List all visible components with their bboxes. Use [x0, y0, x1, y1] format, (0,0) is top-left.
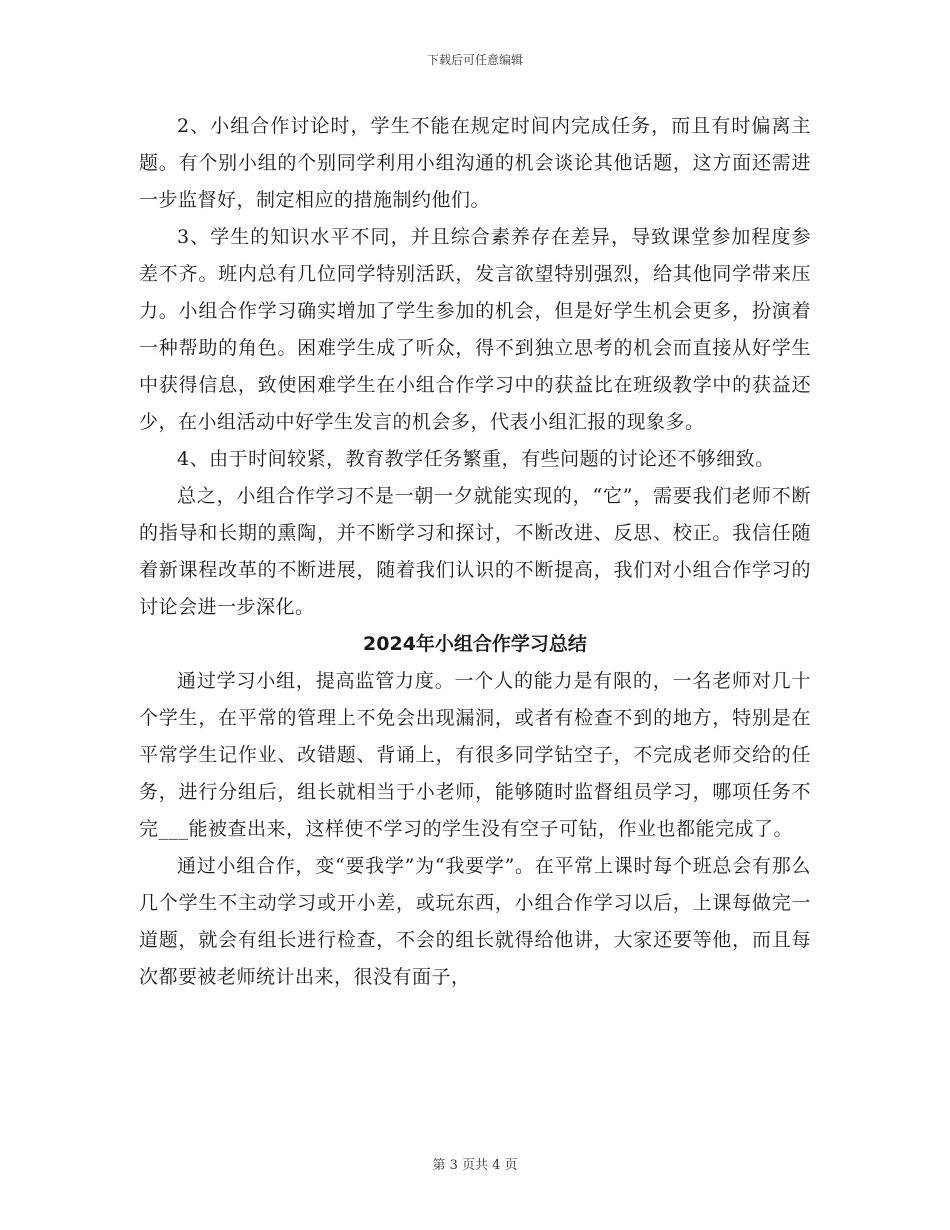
- page-footer: 第 3 页共 4 页: [432, 1158, 518, 1173]
- paragraph-point-2: 2、小组合作讨论时，学生不能在规定时间内完成任务，而且有时偏离主题。有个别小组的个别同学利用小组沟通的机会谈论其他话题，这方面还需进一步监督好，制定相应的措施制约他们。: [139, 115, 811, 211]
- page-header: 下载后可任意编辑: [426, 53, 523, 67]
- paragraph-point-4: 4、由于时间较紧，教育教学任务繁重，有些问题的讨论还不够细致。: [177, 448, 775, 470]
- section-title: 2024年小组合作学习总结: [363, 633, 587, 655]
- paragraph-motivation: 通过小组合作，变“要我学”为“我要学”。在平常上课时每个班总会有那么几个学生不主动学习或开小差，或玩东西，小组合作学习以后，上课每做完一道题，就会有组长进行检查，不会的组长就得给他讲，大家还要等他，而且每次都要被老师统计出来，很没有面子，: [139, 855, 811, 988]
- paragraph-point-3: 3、学生的知识水平不同，并且综合素养存在差异，导致课堂参加程度参差不齐。班内总有几位同学特别活跃，发言欲望特别强烈，给其他同学带来压力。小组合作学习确实增加了学生参加的机会，但是好学生机会更多，扮演着一种帮助的角色。困难学生成了听众，得不到独立思考的机会而直接从好学生中获得信息，致使困难学生在小组合作学习中的获益比在班级教学中的获益还少，在小组活动中好学生发言的机会多，代表小组汇报的现象多。: [139, 226, 811, 433]
- paragraph-conclusion: 总之，小组合作学习不是一朝一夕就能实现的，“它”，需要我们老师不断的指导和长期的熏陶，并不断学习和探讨，不断改进、反思、校正。我信任随着新课程改革的不断进展，随着我们认识的不断提高，我们对小组合作学习的讨论会进一步深化。: [139, 485, 811, 618]
- document-body: [139, 108, 811, 996]
- paragraph-supervision: 通过学习小组，提高监管力度。一个人的能力是有限的，一名老师对几十个学生，在平常的管理上不免会出现漏洞，或者有检查不到的地方，特别是在平常学生记作业、改错题、背诵上，有很多同学钻空子，不完成老师交给的任务，进行分组后，组长就相当于小老师，能够随时监督组员学习，哪项任务不完___能被查出来，这样使不学习的学生没有空子可钻，作业也都能完成了。: [139, 670, 811, 840]
